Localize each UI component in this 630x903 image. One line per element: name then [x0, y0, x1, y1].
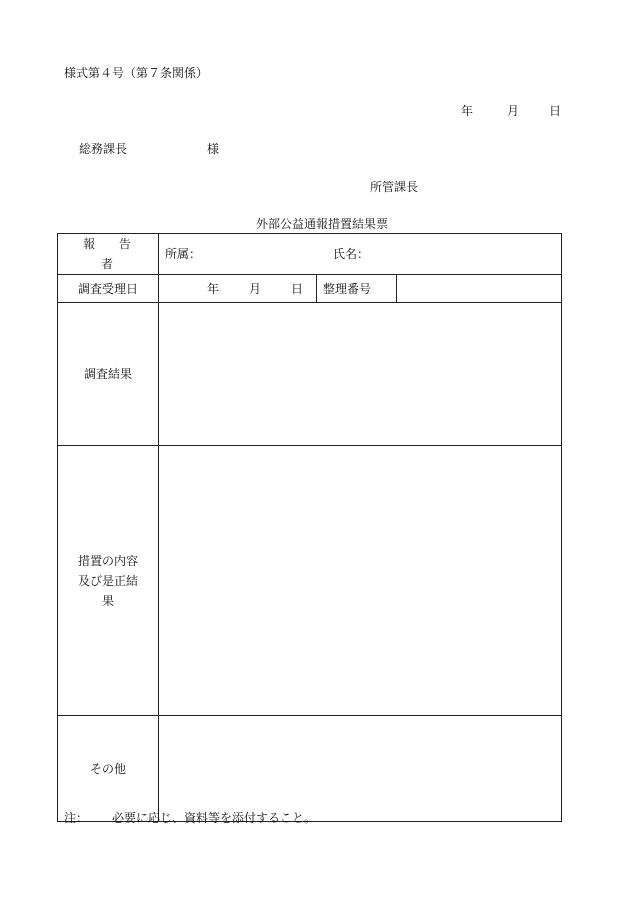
- ref-no-cell[interactable]: [397, 275, 562, 303]
- investigation-label: 調査結果: [58, 303, 159, 446]
- receipt-date-cell[interactable]: [159, 275, 317, 303]
- measures-label: [58, 446, 159, 716]
- measures-label-line3: 果: [101, 593, 114, 608]
- investigation-row: [58, 303, 562, 446]
- measures-label-line1: 措置の内容: [77, 553, 138, 568]
- name-label: 氏名：: [333, 247, 370, 261]
- addressee-name: 総務課長: [79, 142, 128, 156]
- receipt-date-month: 月: [249, 281, 262, 296]
- other-cell[interactable]: [159, 716, 562, 822]
- addressee-honorific: 様: [207, 142, 220, 156]
- date-year: 年: [461, 104, 474, 118]
- sender: 所管課長: [370, 180, 419, 194]
- receipt-date-label: 調査受理日: [58, 275, 159, 303]
- other-row: [58, 716, 562, 822]
- other-label: その他: [58, 716, 159, 822]
- affiliation-label: 所属：: [165, 247, 202, 261]
- measures-label-line2: 及び是正結: [77, 573, 138, 588]
- reporter-row: [58, 234, 562, 275]
- measures-row: [58, 446, 562, 716]
- reporter-info-cell[interactable]: [159, 234, 562, 275]
- document-title: 外部公益通報措置結果票: [255, 217, 388, 231]
- footnote-prefix: 注：: [64, 811, 89, 825]
- receipt-date-day: 日: [291, 281, 304, 296]
- date-header: [461, 104, 561, 118]
- footnote: [64, 811, 316, 825]
- date-month: 月: [507, 104, 520, 118]
- investigation-cell[interactable]: [159, 303, 562, 446]
- receipt-date-year: 年: [207, 281, 220, 296]
- form-number: 様式第４号（第７条関係）: [64, 66, 209, 80]
- result-table: [57, 233, 562, 822]
- footnote-text: 必要に応じ、資料等を添付すること。: [112, 811, 317, 825]
- receipt-row: [58, 275, 562, 303]
- ref-no-label: 整理番号: [317, 275, 397, 303]
- addressee: [79, 142, 219, 156]
- date-day: 日: [549, 104, 562, 118]
- measures-cell[interactable]: [159, 446, 562, 716]
- reporter-label: 報 告 者: [58, 234, 159, 275]
